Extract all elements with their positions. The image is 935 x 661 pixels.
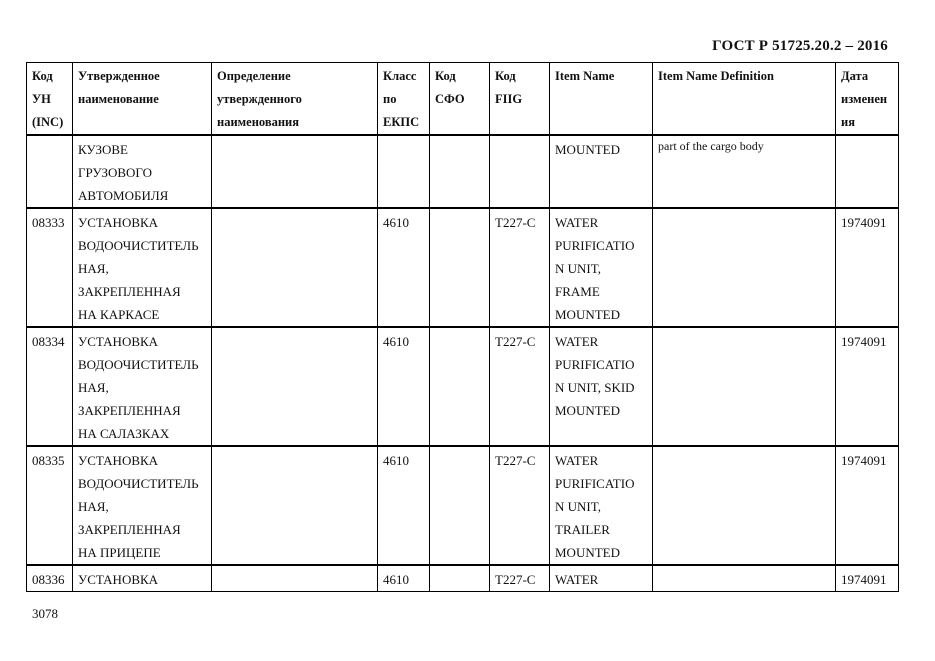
item-name-cell: [550, 565, 653, 592]
approved-name-cell-line: ЗАКРЕПЛЕННАЯ: [78, 522, 181, 537]
header-line: (INC): [32, 115, 64, 129]
approved-name-cell-line: НАЯ,: [78, 380, 109, 395]
table-row: [27, 565, 899, 592]
item-name-cell-line: WATER: [555, 334, 599, 349]
item-name-cell: [550, 327, 653, 446]
approved-name-cell-line: НА САЛАЗКАХ: [78, 426, 170, 441]
approved-name-cell-line: ВОДООЧИСТИТЕЛЬ: [78, 357, 199, 372]
definition-cell: [212, 208, 378, 327]
date-cell: 1974091: [836, 565, 899, 592]
header-line: Определение: [217, 69, 291, 83]
sfo-cell: [430, 327, 490, 446]
col-fiig-header: [490, 63, 550, 136]
item-name-cell-line: PURIFICATIO: [555, 476, 635, 491]
fiig-cell: T227-C: [490, 208, 550, 327]
approved-name-cell-line: ГРУЗОВОГО: [78, 165, 152, 180]
item-name-cell-line: TRAILER: [555, 522, 610, 537]
item-name-cell: [550, 135, 653, 208]
sfo-cell: [430, 135, 490, 208]
approved-name-cell-line: УСТАНОВКА: [78, 334, 159, 349]
header-line: по: [383, 92, 397, 106]
definition-cell: [212, 565, 378, 592]
col-item-definition-header: [653, 63, 836, 136]
item-name-cell-line: MOUNTED: [555, 403, 620, 418]
header-line: Код: [435, 69, 456, 83]
date-cell: 1974091: [836, 446, 899, 565]
item-name-cell-line: N UNIT, SKID: [555, 380, 635, 395]
col-approved-name-header: [73, 63, 212, 136]
header-line: Item Name Definition: [658, 69, 774, 83]
approved-name-cell-line: ВОДООЧИСТИТЕЛЬ: [78, 238, 199, 253]
table-body: [27, 135, 899, 592]
catalog-table: [26, 62, 899, 592]
approved-name-cell-line: НАЯ,: [78, 499, 109, 514]
inc-cell: 08335: [27, 446, 73, 565]
approved-name-cell: [73, 208, 212, 327]
approved-name-cell-line: КУЗОВЕ: [78, 142, 128, 157]
item-name-cell-line: FRAME: [555, 284, 600, 299]
class-cell: 4610: [378, 208, 430, 327]
item-name-cell-line: MOUNTED: [555, 545, 620, 560]
item-name-cell-line: WATER: [555, 453, 599, 468]
table-row: [27, 446, 899, 565]
approved-name-cell-line: УСТАНОВКА: [78, 453, 159, 468]
table-row: [27, 327, 899, 446]
definition-cell: [212, 327, 378, 446]
approved-name-cell-line: ЗАКРЕПЛЕННАЯ: [78, 284, 181, 299]
approved-name-cell-line: ВОДООЧИСТИТЕЛЬ: [78, 476, 199, 491]
header-line: Код: [32, 69, 53, 83]
sfo-cell: [430, 208, 490, 327]
definition-cell: [212, 135, 378, 208]
page-number: 3078: [32, 606, 58, 621]
header-line: СФО: [435, 92, 465, 106]
inc-cell: 08334: [27, 327, 73, 446]
item-definition-cell: [653, 565, 836, 592]
item-name-cell-line: PURIFICATIO: [555, 357, 635, 372]
header-line: ЕКПС: [383, 115, 420, 129]
date-cell: 1974091: [836, 327, 899, 446]
item-definition-cell: [653, 446, 836, 565]
approved-name-cell: [73, 135, 212, 208]
class-cell: 4610: [378, 565, 430, 592]
item-name-cell: [550, 446, 653, 565]
header-line: изменен: [841, 92, 888, 106]
inc-cell: 08336: [27, 565, 73, 592]
header-line: Дата: [841, 69, 869, 83]
date-cell: 1974091: [836, 208, 899, 327]
item-name-cell-line: MOUNTED: [555, 142, 620, 157]
class-cell: 4610: [378, 327, 430, 446]
approved-name-cell-line: ЗАКРЕПЛЕННАЯ: [78, 403, 181, 418]
item-name-cell-line: WATER: [555, 572, 599, 587]
item-name-cell-line: WATER: [555, 215, 599, 230]
header-line: ия: [841, 115, 855, 129]
item-definition-cell: [653, 327, 836, 446]
col-item-name-header: [550, 63, 653, 136]
class-cell: [378, 135, 430, 208]
sfo-cell: [430, 565, 490, 592]
item-name-cell-line: N UNIT,: [555, 499, 601, 514]
approved-name-cell: [73, 565, 212, 592]
table-row: [27, 208, 899, 327]
header-line: Item Name: [555, 69, 615, 83]
header-line: утвержденного: [217, 92, 302, 106]
fiig-cell: [490, 135, 550, 208]
item-name-cell: [550, 208, 653, 327]
approved-name-cell-line: НАЯ,: [78, 261, 109, 276]
header-line: Код: [495, 69, 516, 83]
header-line: Класс: [383, 69, 417, 83]
approved-name-cell-line: НА КАРКАСЕ: [78, 307, 160, 322]
sfo-cell: [430, 446, 490, 565]
col-class-header: [378, 63, 430, 136]
inc-cell: [27, 135, 73, 208]
header-line: УН: [32, 92, 51, 106]
approved-name-cell-line: УСТАНОВКА: [78, 572, 159, 587]
item-definition-cell: [653, 208, 836, 327]
item-name-cell-line: N UNIT,: [555, 261, 601, 276]
definition-cell: [212, 446, 378, 565]
approved-name-cell-line: НА ПРИЦЕПЕ: [78, 545, 161, 560]
col-sfo-header: [430, 63, 490, 136]
fiig-cell: T227-C: [490, 446, 550, 565]
col-inc-header: [27, 63, 73, 136]
class-cell: 4610: [378, 446, 430, 565]
approved-name-cell-line: УСТАНОВКА: [78, 215, 159, 230]
inc-cell: 08333: [27, 208, 73, 327]
col-definition-header: [212, 63, 378, 136]
header-line: наименования: [217, 115, 300, 129]
header-line: FIIG: [495, 92, 523, 106]
approved-name-cell: [73, 446, 212, 565]
item-name-cell-line: MOUNTED: [555, 307, 620, 322]
item-name-cell-line: PURIFICATIO: [555, 238, 635, 253]
approved-name-cell-line: АВТОМОБИЛЯ: [78, 188, 169, 203]
date-cell: [836, 135, 899, 208]
header-line: Утвержденное: [78, 69, 160, 83]
header-line: наименование: [78, 92, 159, 106]
fiig-cell: T227-C: [490, 327, 550, 446]
fiig-cell: T227-C: [490, 565, 550, 592]
approved-name-cell: [73, 327, 212, 446]
table-header-row: [27, 63, 899, 136]
item-definition-cell: part of the cargo body: [653, 135, 836, 208]
table-row: [27, 135, 899, 208]
standard-designation: ГОСТ Р 51725.20.2 – 2016: [712, 38, 888, 54]
col-date-header: [836, 63, 899, 136]
